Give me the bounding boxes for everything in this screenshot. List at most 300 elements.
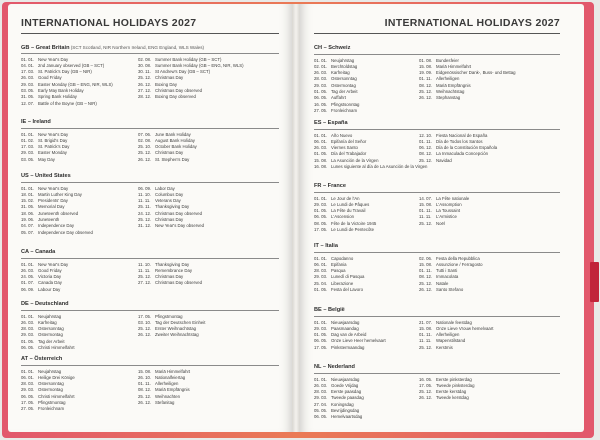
holiday-name: Santo Stefano [436,287,464,293]
holiday-name: La Fête nationale [436,195,470,201]
holiday-date: 03. 05. [21,156,35,162]
holiday-date: 08. 12. [419,151,433,157]
holiday-date: 29. 03. [21,150,35,156]
holiday-name: Mariä Himmelfahrt [155,368,191,374]
holiday-date: 28. 03. [314,76,328,82]
holiday-name: Pfingstmontag [155,313,183,319]
holiday-name: Independence Day [38,223,75,229]
holiday-name: Thanksgiving Day [155,261,190,267]
holiday-name: Boxing Day [155,81,177,87]
country-name: FR – France [314,183,347,189]
holiday-entry [314,108,359,114]
holiday-name: Pasqua [331,268,346,274]
holiday-date: 01. 11. [138,381,151,387]
holiday-name: Stephanstag [436,95,461,101]
holiday-date: 16. 05. [419,376,433,382]
holiday-columns [314,58,560,115]
section-rule [21,128,279,129]
holiday-date: 25. 12. [419,389,433,395]
holiday-date: 15. 08. [419,325,433,331]
holiday-name: La Asunción de la Virgen [331,157,379,163]
holiday-date: 27. 12. [138,280,152,286]
holiday-date: 29. 03. [314,395,328,401]
holiday-name: Tag der Arbeit [331,89,358,95]
holiday-name: Bundesfeier [436,57,459,63]
holiday-entry [21,287,68,293]
section-rule [314,54,560,55]
holiday-date: 06. 05. [314,214,328,220]
holiday-date: 16. 08. [314,164,328,170]
holiday-date: 06. 01. [314,138,328,144]
holiday-columns [21,186,279,236]
holiday-entry [314,164,427,170]
holiday-entry [138,280,202,286]
holiday-name: Lunedì di Pasqua [331,274,365,280]
holiday-name: Immacolata [436,274,459,280]
holiday-date: 06. 05. [314,338,328,344]
holiday-date: 01. 05. [314,151,328,157]
holiday-name: Tag der Arbeit [38,338,65,344]
holiday-date: 01. 11. [419,76,432,82]
holiday-date: 25. 04. [314,280,328,286]
holiday-entry [21,345,75,351]
holiday-name: Veterans Day [155,198,181,204]
holiday-date: 07. 06. [138,131,152,137]
holiday-name: Karfreitag [331,70,350,76]
holiday-date: 25. 12. [138,75,152,81]
holiday-date: 31. 05. [21,204,35,210]
holiday-date: 17. 03. [21,69,35,75]
holiday-column [419,133,497,164]
holiday-column [21,132,69,163]
holiday-date: 02. 08. [138,137,152,143]
holiday-date: 26. 03. [314,382,328,388]
holiday-date: 17. 03. [21,144,35,150]
holiday-column [314,320,386,351]
holiday-name: Battle of the Boyne (GB – NIR) [38,100,97,106]
holiday-name: Le Jour de l'An [331,195,360,201]
holiday-date: 28. 03. [314,268,328,274]
holiday-section [314,363,560,421]
holiday-name: Allerheiligen [155,381,179,387]
holiday-date: 17. 05. [314,227,328,233]
holiday-name: Capodanno [331,255,354,261]
holiday-name: Good Friday [38,75,62,81]
country-name: ES – España [314,120,348,126]
holiday-date: 18. 01. [21,191,35,197]
holiday-name: Christi Himmelfahrt [38,393,75,399]
section-rule [21,365,279,366]
holiday-date: 25. 12. [419,89,433,95]
section-heading [21,248,279,257]
holiday-entry [314,227,376,233]
holiday-date: 30. 08. [138,62,152,68]
holiday-name: Independence Day observed [38,229,93,235]
holiday-name: Columbus Day [155,191,184,197]
holiday-date: 06. 05. [314,414,328,420]
holiday-name: Easter Monday [38,150,67,156]
section-heading [314,119,560,128]
country-name: US – United States [21,173,71,179]
holiday-name: Festa del Lavoro [331,287,364,293]
holiday-date: 05. 07. [21,229,35,235]
holiday-name: Presidents' Day [38,198,68,204]
holiday-name: La Inmaculada Concepción [436,151,489,157]
holiday-name: La Fête du Travail [331,208,366,214]
holiday-name: Pfingstsonntag [331,101,360,107]
holiday-date: 01. 01. [314,319,328,325]
holiday-entry [314,414,364,420]
holiday-date: 11. 11. [419,338,432,344]
holiday-date: 01. 05. [314,208,328,214]
title-rule [314,33,560,34]
holiday-name: New Year's Day [38,56,69,62]
holiday-name: Heilige Drei Könige [38,374,75,380]
section-heading [314,44,560,53]
holiday-column [419,256,483,294]
holiday-entry [21,101,113,107]
holiday-name: Eidgenössischer Dank-, Buss- und Bettag [436,70,516,76]
country-name: DE – Deutschland [21,301,69,307]
holiday-columns [21,57,279,107]
holiday-date: 21. 07. [419,319,433,325]
holiday-column [138,369,190,407]
holiday-name: Christmas Day [155,150,184,156]
holiday-date: 08. 12. [419,82,433,88]
holiday-name: Neujahrstag [38,313,62,319]
holiday-date: 06. 05. [314,95,328,101]
holiday-date: 08. 12. [138,387,152,393]
holiday-date: 01. 05. [21,338,35,344]
holiday-name: Tutti i Santi [436,268,458,274]
holiday-date: 29. 03. [314,82,328,88]
holiday-date: 15. 08. [419,201,433,207]
holiday-entry [419,221,469,227]
holiday-date: 25. 12. [138,274,152,280]
holiday-column [21,314,75,352]
section-heading [21,355,279,364]
holiday-columns [314,377,560,421]
holiday-name: Koningsdag [331,401,354,407]
holiday-section [21,355,279,413]
holiday-date: 25. 12. [138,217,152,223]
holiday-date: 01. 01. [314,195,328,201]
section-rule [21,310,279,311]
holiday-name: Spring Bank Holiday [38,94,77,100]
holiday-date: 28. 03. [314,389,328,395]
holiday-date: 01. 08. [419,57,433,63]
section-rule [314,316,560,317]
holiday-name: Neujahrstag [331,57,355,63]
holiday-name: October Bank Holiday [155,144,197,150]
country-name: CA – Canada [21,249,56,255]
holiday-name: Berchtoldstag [331,63,358,69]
page-title: INTERNATIONAL HOLIDAYS 2027 [384,17,560,29]
holiday-date: 26. 12. [138,156,152,162]
holiday-name: St. Patrick's Day (GB – NIR) [38,69,92,75]
holiday-date: 28. 12. [138,94,152,100]
holiday-date: 01. 01. [314,376,328,382]
country-name: AT – Österreich [21,356,63,362]
right-page [300,4,584,432]
holiday-date: 06. 01. [314,261,328,267]
section-rule [21,258,279,259]
holiday-date: 06. 05. [21,345,35,351]
holiday-section [314,119,560,170]
holiday-name: Le Lundi de Pentecôte [331,227,375,233]
holiday-name: Natale [436,280,449,286]
holiday-date: 06. 01. [21,374,35,380]
holiday-date: 27. 12. [138,88,152,94]
holiday-name: Festa della Repubblica [436,255,480,261]
country-name: GB – Great Britain [21,45,70,51]
holiday-date: 27. 04. [314,401,328,407]
holiday-name: Allerheiligen [436,332,460,338]
holiday-column [21,369,75,413]
holiday-name: Fête de la Victoire 1945 [331,220,377,226]
page-title: INTERNATIONAL HOLIDAYS 2027 [21,17,197,29]
holiday-name: St. Patrick's Day [38,144,70,150]
holiday-date: 28. 03. [21,326,35,332]
bookmark-ribbon[interactable] [590,262,599,302]
holiday-date: 31. 12. [138,223,152,229]
holiday-name: Labour Day [38,286,61,292]
holiday-date: 25. 12. [138,326,152,332]
holiday-name: Weihnachtstag [436,89,465,95]
holiday-name: Día del Trabajador [331,151,367,157]
country-name: NL – Nederland [314,364,355,370]
holiday-name: Tweede kerstdag [436,395,469,401]
holiday-name: St. Brigid's Day [38,137,68,143]
holiday-section [21,300,279,351]
holiday-name: Epifania [331,261,347,267]
section-rule [314,252,560,253]
holiday-date: 11. 11. [138,267,151,273]
holiday-section [21,118,279,163]
country-name: IT – Italia [314,243,338,249]
holiday-date: 08. 12. [419,274,433,280]
holiday-date: 01. 01. [314,132,328,138]
holiday-name: Goede Vrijdag [331,382,359,388]
holiday-date: 26. 12. [138,332,152,338]
holiday-section [314,306,560,351]
section-rule [21,53,279,54]
holiday-date: 15. 08. [419,63,433,69]
holiday-name: Hemelvaartsdag [331,414,363,420]
holiday-date: 26. 03. [21,319,35,325]
holiday-date: 06. 05. [21,393,35,399]
holiday-date: 04. 01. [21,62,35,68]
holiday-date: 24. 12. [138,210,152,216]
holiday-date: 25. 12. [419,344,433,350]
holiday-date: 17. 05. [21,400,35,406]
holiday-name: Allerheiligen [436,76,460,82]
country-name: BE – België [314,307,345,313]
holiday-date: 28. 03. [21,381,35,387]
country-name: CH – Schweiz [314,45,351,51]
holiday-entry [419,158,497,164]
holiday-section [314,44,560,114]
holiday-date: 01. 01. [21,261,35,267]
holiday-name: Paasmaandag [331,325,359,331]
holiday-date: 14. 07. [419,195,433,201]
holiday-date: 25. 12. [419,157,433,163]
section-heading [314,182,560,191]
holiday-date: 25. 11. [138,204,151,210]
holiday-date: 11. 11. [419,214,432,220]
holiday-entry [419,395,474,401]
holiday-date: 12. 07. [21,100,35,106]
holiday-name: Pinkstermaandag [331,344,365,350]
holiday-column [138,132,197,163]
holiday-name: Nationale feestdag [436,319,472,325]
holiday-date: 25. 12. [138,150,152,156]
holiday-date: 26. 12. [419,95,433,101]
holiday-name: Victoria Day [38,274,62,280]
holiday-date: 06. 12. [419,145,433,151]
holiday-entry [314,287,364,293]
holiday-columns [21,369,279,413]
holiday-name: Early May Bank Holiday [38,88,84,94]
holiday-name: Nationalfeiertag [155,374,186,380]
holiday-name: Tweede pinksterdag [436,382,475,388]
holiday-date: 01. 01. [21,368,35,374]
holiday-date: 01. 01. [314,255,328,261]
holiday-date: 02. 06. [419,255,433,261]
holiday-section [314,242,560,293]
holiday-name: Neujahrstag [38,368,62,374]
holiday-date: 11. 10. [138,261,151,267]
holiday-name: Zweiter Weihnachtstag [155,332,199,338]
holiday-name: Christmas Day [155,75,184,81]
section-heading [314,363,560,372]
holiday-date: 01. 05. [314,89,328,95]
holiday-name: Lunes siguiente al día de La Asunción de la Virgen [331,164,428,170]
holiday-columns [21,132,279,164]
holiday-name: Christmas Day observed [155,280,203,286]
holiday-column [419,58,516,102]
holiday-name: Tweede paasdag [331,395,364,401]
holiday-column [138,57,244,101]
holiday-date: 05. 05. [314,408,328,414]
holiday-name: Christmas Day [155,217,184,223]
holiday-date: 27. 05. [314,107,328,113]
holiday-date: 01. 05. [314,287,328,293]
holiday-date: 29. 03. [21,387,35,393]
holiday-name: New Year's Day [38,131,69,137]
holiday-name: Mariä Himmelfahrt [436,63,472,69]
holiday-date: 01. 01. [314,57,328,63]
section-note: (SCT Scotland, NIR Northern Ireland, ENG England, WLS Wales) [69,45,205,50]
holiday-date: 03. 10. [138,319,152,325]
holiday-name: Karfreitag [38,319,57,325]
holiday-entry [138,332,205,338]
holiday-name: Mariä Empfängnis [155,387,190,393]
holiday-name: Juneteenth observed [38,210,79,216]
holiday-date: 01. 01. [21,56,35,62]
holiday-name: Noël [436,220,445,226]
holiday-name: Eerste pinksterdag [436,376,472,382]
holiday-column [138,314,205,339]
holiday-name: L'Armistice [436,214,457,220]
holiday-name: Fronleichnam [331,107,358,113]
holiday-name: Bevrijdingsdag [331,408,360,414]
holiday-name: Christmas Day observed [155,88,203,94]
holiday-name: Memorial Day [38,204,65,210]
holiday-name: Pfingstmontag [38,400,66,406]
holiday-name: Erster Weihnachtstag [155,326,196,332]
holiday-date: 17. 05. [419,382,433,388]
title-rule [21,33,279,34]
holiday-date: 29. 03. [314,274,328,280]
holiday-name: Juneteenth [38,217,60,223]
holiday-date: 15. 08. [419,261,433,267]
holiday-columns [314,133,560,171]
holiday-date: 27. 05. [21,406,35,412]
holiday-name: Fronleichnam [38,406,65,412]
holiday-date: 01. 11. [419,268,432,274]
holiday-date: 26. 12. [419,395,433,401]
holiday-entry [21,157,69,163]
holiday-date: 25. 10. [138,144,152,150]
section-heading [21,172,279,181]
holiday-name: Remembrance Day [155,267,193,273]
holiday-name: Ostersonntag [38,326,64,332]
holiday-name: Ostermontag [38,332,63,338]
holiday-column [138,262,202,287]
holiday-columns [314,320,560,352]
left-page [8,4,292,432]
holiday-section [21,248,279,293]
holiday-name: Ostersonntag [331,76,357,82]
holiday-date: 01. 01. [21,185,35,191]
holiday-date: 02. 08. [138,56,152,62]
holiday-date: 03. 05. [21,88,35,94]
holiday-name: Fiesta Nacional de España [436,132,488,138]
holiday-date: 29. 03. [314,201,328,207]
holiday-date: 29. 03. [21,81,35,87]
holiday-column [419,377,474,402]
holiday-column [138,186,204,230]
holiday-date: 19. 06. [21,217,35,223]
holiday-date: 25. 12. [419,280,433,286]
holiday-date: 01. 01. [21,313,35,319]
holiday-name: Canada Day [38,280,62,286]
holiday-name: Día de Todos los Santos [436,138,483,144]
holiday-name: Easter Monday (GB – ENG, NIR, WLS) [38,81,113,87]
holiday-date: 01. 01. [21,131,35,137]
holiday-name: Assunzione / Ferragosto [436,261,483,267]
holiday-name: Tag der Deutschen Einheit [155,319,206,325]
holiday-columns [21,262,279,294]
holiday-date: 01. 11. [419,332,432,338]
holiday-date: 01. 05. [314,332,328,338]
holiday-name: 2nd January observed (GB – SCT) [38,62,105,68]
holiday-entry [419,287,483,293]
holiday-columns [314,196,560,234]
holiday-date: 25. 12. [138,393,152,399]
section-heading [314,242,560,251]
holiday-column [314,196,376,234]
section-heading [21,43,279,52]
holiday-name: Labor Day [155,185,175,191]
holiday-name: Ostermontag [38,387,63,393]
holiday-date: 15. 08. [314,157,328,163]
holiday-date: 26. 10. [138,374,152,380]
holiday-name: Thanksgiving Day [155,204,190,210]
holiday-date: 26. 03. [314,70,328,76]
holiday-date: 19. 09. [419,70,433,76]
